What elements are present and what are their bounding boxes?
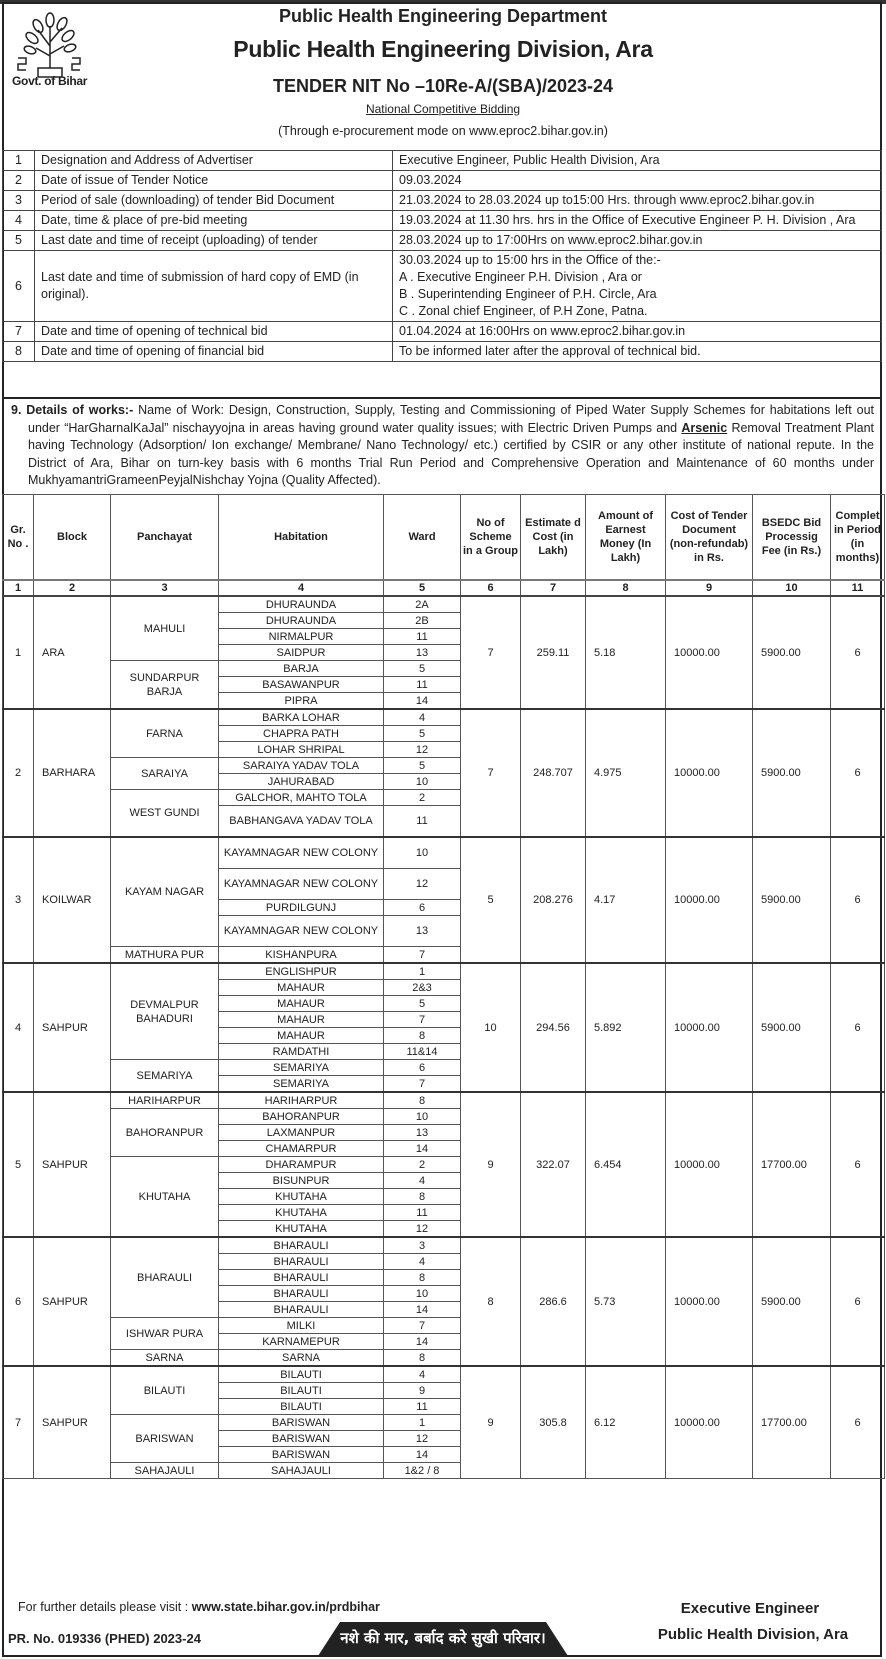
info-value-line: Executive Engineer, Public Health Division, Ara bbox=[399, 153, 660, 167]
habitation-name: KAYAMNAGAR NEW COLONY bbox=[219, 837, 384, 869]
details-keyword: Arsenic bbox=[681, 420, 728, 435]
block-name: KOILWAR bbox=[34, 837, 111, 963]
earnest-money: 6.12 bbox=[586, 1366, 666, 1479]
habitation-name: MAHAUR bbox=[219, 980, 384, 996]
completion-period: 6 bbox=[831, 1092, 885, 1237]
info-row-value bbox=[393, 251, 882, 322]
habitation-name: KHUTAHA bbox=[219, 1205, 384, 1221]
ward-number: 13 bbox=[384, 916, 461, 947]
habitation-name: SARAIYA YADAV TOLA bbox=[219, 758, 384, 774]
column-number: 9 bbox=[666, 580, 753, 596]
panchayat-name: SARAIYA bbox=[111, 758, 219, 790]
habitation-name: MILKI bbox=[219, 1318, 384, 1334]
panchayat-name: BARISWAN bbox=[111, 1415, 219, 1463]
signatory-office: Public Health Division, Ara bbox=[657, 1626, 849, 1643]
info-value-line: 01.04.2024 at 16:00Hrs on www.eproc2.bihar.gov.in bbox=[399, 324, 686, 338]
info-value-line: 28.03.2024 up to 17:00Hrs on www.eproc2.bihar.gov.in bbox=[399, 233, 703, 247]
column-number: 6 bbox=[461, 580, 521, 596]
info-row-label: Date and time of opening of technical bid bbox=[35, 322, 393, 342]
info-row-number: 6 bbox=[3, 251, 35, 322]
estimated-cost: 294.56 bbox=[521, 963, 586, 1092]
table-row bbox=[3, 1237, 885, 1254]
ward-number: 14 bbox=[384, 1141, 461, 1157]
slogan-text: नशे की मार, बर्बाद करे सुखी परिवार। bbox=[340, 1629, 546, 1647]
column-number: 5 bbox=[384, 580, 461, 596]
column-header: Gr. No . bbox=[3, 495, 34, 581]
ward-number: 7 bbox=[384, 947, 461, 964]
column-number: 1 bbox=[3, 580, 34, 596]
habitation-name: DHURAUNDA bbox=[219, 613, 384, 629]
ward-number: 2&3 bbox=[384, 980, 461, 996]
habitation-name: KISHANPURA bbox=[219, 947, 384, 964]
ward-number: 8 bbox=[384, 1028, 461, 1044]
panchayat-name: SUNDARPUR BARJA bbox=[111, 661, 219, 710]
info-value-line: 30.03.2024 up to 15:00 hrs in the Office of the:- bbox=[399, 253, 661, 267]
info-row-value bbox=[393, 191, 882, 211]
pr-number: PR. No. 019336 (PHED) 2023-24 bbox=[8, 1631, 201, 1646]
panchayat-name: SAHAJAULI bbox=[111, 1463, 219, 1479]
details-text-1: Name of Work: Design, Construction, Supply, Testing and Commissioning of Piped Water Supply Schemes for habitations left out under “HarGharnalKaJal” nischayyojna in areas having ground water quality issues; with Electric Driven Pumps and bbox=[28, 403, 874, 435]
info-row-label: Period of sale (downloading) of tender Bid Document bbox=[35, 191, 393, 211]
ward-number: 2A bbox=[384, 596, 461, 613]
tender-document-cost: 10000.00 bbox=[666, 1366, 753, 1479]
habitation-name: BILAUTI bbox=[219, 1366, 384, 1383]
info-value-line: To be informed later after the approval of technical bid. bbox=[399, 344, 701, 358]
tender-info-table bbox=[2, 150, 882, 362]
tender-document-cost: 10000.00 bbox=[666, 963, 753, 1092]
column-header: Complet in Period (in months) bbox=[831, 495, 885, 581]
info-row-value bbox=[393, 171, 882, 191]
visit-url-link[interactable]: www.state.bihar.gov.in/prdbihar bbox=[191, 1600, 380, 1614]
habitation-name: CHAPRA PATH bbox=[219, 726, 384, 742]
group-number: 5 bbox=[3, 1092, 34, 1237]
bidding-type: National Competitive Bidding bbox=[365, 102, 521, 116]
info-row-label: Designation and Address of Advertiser bbox=[35, 151, 393, 171]
habitation-name: SAHAJAULI bbox=[219, 1463, 384, 1479]
habitation-name: SEMARIYA bbox=[219, 1076, 384, 1093]
habitation-name: BARJA bbox=[219, 661, 384, 677]
column-header: Block bbox=[34, 495, 111, 581]
ward-number: 10 bbox=[384, 837, 461, 869]
table-row bbox=[3, 837, 885, 869]
habitation-name: GALCHOR, MAHTO TOLA bbox=[219, 790, 384, 806]
habitation-name: BISUNPUR bbox=[219, 1173, 384, 1189]
habitation-name: MAHAUR bbox=[219, 1028, 384, 1044]
panchayat-name: KAYAM NAGAR bbox=[111, 837, 219, 947]
ward-number: 1 bbox=[384, 1415, 461, 1431]
completion-period: 6 bbox=[831, 709, 885, 837]
info-row bbox=[3, 151, 882, 171]
ward-number: 11 bbox=[384, 1205, 461, 1221]
habitation-name: KHUTAHA bbox=[219, 1189, 384, 1205]
habitation-name: PURDILGUNJ bbox=[219, 900, 384, 916]
panchayat-name: SEMARIYA bbox=[111, 1060, 219, 1093]
info-row-value bbox=[393, 151, 882, 171]
details-heading: 9. Details of works:- bbox=[11, 403, 134, 417]
info-row-value bbox=[393, 231, 882, 251]
column-number: 7 bbox=[521, 580, 586, 596]
earnest-money: 5.892 bbox=[586, 963, 666, 1092]
ward-number: 1 bbox=[384, 963, 461, 980]
info-value-line: B . Superintending Engineer of P.H. Circle, Ara bbox=[399, 287, 657, 301]
details-of-works bbox=[2, 397, 882, 490]
habitation-name: BHARAULI bbox=[219, 1237, 384, 1254]
estimated-cost: 259.11 bbox=[521, 596, 586, 709]
completion-period: 6 bbox=[831, 1366, 885, 1479]
estimated-cost: 286.6 bbox=[521, 1237, 586, 1366]
info-row-value bbox=[393, 342, 882, 362]
ward-number: 2 bbox=[384, 790, 461, 806]
ward-number: 7 bbox=[384, 1318, 461, 1334]
column-header: Cost of Tender Document (non-refundab) in Rs. bbox=[666, 495, 753, 581]
earnest-money: 5.73 bbox=[586, 1237, 666, 1366]
column-number: 10 bbox=[753, 580, 831, 596]
processing-fee: 5900.00 bbox=[753, 837, 831, 963]
group-number: 4 bbox=[3, 963, 34, 1092]
ward-number: 12 bbox=[384, 742, 461, 758]
habitation-name: BILAUTI bbox=[219, 1383, 384, 1399]
column-header: Estimate d Cost (in Lakh) bbox=[521, 495, 586, 581]
processing-fee: 17700.00 bbox=[753, 1366, 831, 1479]
completion-period: 6 bbox=[831, 1237, 885, 1366]
ward-number: 11 bbox=[384, 806, 461, 838]
tender-document-cost: 10000.00 bbox=[666, 1237, 753, 1366]
ward-number: 13 bbox=[384, 1125, 461, 1141]
ward-number: 6 bbox=[384, 900, 461, 916]
scheme-count: 9 bbox=[461, 1366, 521, 1479]
habitation-name: MAHAUR bbox=[219, 1012, 384, 1028]
habitation-name: SARNA bbox=[219, 1350, 384, 1367]
ward-number: 7 bbox=[384, 1012, 461, 1028]
info-row-number: 8 bbox=[3, 342, 35, 362]
habitation-name: RAMDATHI bbox=[219, 1044, 384, 1060]
ward-number: 10 bbox=[384, 774, 461, 790]
info-row-label: Date and time of opening of financial bid bbox=[35, 342, 393, 362]
column-header: Amount of Earnest Money (In Lakh) bbox=[586, 495, 666, 581]
ward-number: 7 bbox=[384, 1076, 461, 1093]
info-value-line: 21.03.2024 to 28.03.2024 up to15:00 Hrs. through www.eproc2.bihar.gov.in bbox=[399, 193, 815, 207]
info-row bbox=[3, 211, 882, 231]
ward-number: 3 bbox=[384, 1237, 461, 1254]
info-row-value bbox=[393, 211, 882, 231]
habitation-name: DHARAMPUR bbox=[219, 1157, 384, 1173]
scheme-count: 10 bbox=[461, 963, 521, 1092]
info-row bbox=[3, 322, 882, 342]
info-row-value bbox=[393, 322, 882, 342]
earnest-money: 5.18 bbox=[586, 596, 666, 709]
table-row bbox=[3, 1092, 885, 1109]
works-table bbox=[2, 494, 885, 1479]
info-row bbox=[3, 191, 882, 211]
panchayat-name: DEVMALPUR BAHADURI bbox=[111, 963, 219, 1060]
ward-number: 6 bbox=[384, 1060, 461, 1076]
block-name: SAHPUR bbox=[34, 1237, 111, 1366]
ward-number: 1&2 / 8 bbox=[384, 1463, 461, 1479]
ward-number: 4 bbox=[384, 1254, 461, 1270]
ward-number: 11 bbox=[384, 1399, 461, 1415]
processing-fee: 5900.00 bbox=[753, 1237, 831, 1366]
ward-number: 8 bbox=[384, 1350, 461, 1367]
habitation-name: BAHORANPUR bbox=[219, 1109, 384, 1125]
habitation-name: LAXMANPUR bbox=[219, 1125, 384, 1141]
ward-number: 4 bbox=[384, 1366, 461, 1383]
table-row bbox=[3, 963, 885, 980]
habitation-name: KARNAMEPUR bbox=[219, 1334, 384, 1350]
tender-number: TENDER NIT No –10Re-A/(SBA)/2023-24 bbox=[272, 76, 614, 96]
habitation-name: ENGLISHPUR bbox=[219, 963, 384, 980]
details-text-2: Removal Treatment Plant having Technology (Adsorption/ Ion exchange/ Membrane/ Nano Technology/ etc.) certified by CSIR or any other institute of national repute. In the District of Ara, Bihar on turn-key basis with 6 months Trial Run Period and Comprehensive Operation and Maintenance of 60 months under MukhyamantriGrameenPeyjalNishchay Yojna (Quality Affected). bbox=[28, 420, 874, 487]
column-header: No of Scheme in a Group bbox=[461, 495, 521, 581]
habitation-name: BARISWAN bbox=[219, 1415, 384, 1431]
ward-number: 11 bbox=[384, 629, 461, 645]
habitation-name: SEMARIYA bbox=[219, 1060, 384, 1076]
scheme-count: 9 bbox=[461, 1092, 521, 1237]
habitation-name: HARIHARPUR bbox=[219, 1092, 384, 1109]
ward-number: 14 bbox=[384, 1302, 461, 1318]
ward-number: 5 bbox=[384, 996, 461, 1012]
habitation-name: BARISWAN bbox=[219, 1431, 384, 1447]
estimated-cost: 248.707 bbox=[521, 709, 586, 837]
estimated-cost: 305.8 bbox=[521, 1366, 586, 1479]
ward-number: 10 bbox=[384, 1286, 461, 1302]
habitation-name: DHURAUNDA bbox=[219, 596, 384, 613]
group-number: 1 bbox=[3, 596, 34, 709]
panchayat-name: FARNA bbox=[111, 709, 219, 758]
ward-number: 5 bbox=[384, 726, 461, 742]
habitation-name: BILAUTI bbox=[219, 1399, 384, 1415]
signatory-title: Executive Engineer bbox=[680, 1600, 820, 1617]
column-number: 4 bbox=[219, 580, 384, 596]
info-row-label: Date, time & place of pre-bid meeting bbox=[35, 211, 393, 231]
logo-caption: Govt. of Bihar bbox=[12, 74, 88, 88]
panchayat-name: KHUTAHA bbox=[111, 1157, 219, 1238]
panchayat-name: BHARAULI bbox=[111, 1237, 219, 1318]
panchayat-name: SARNA bbox=[111, 1350, 219, 1367]
habitation-name: MAHAUR bbox=[219, 996, 384, 1012]
habitation-name: PIPRA bbox=[219, 693, 384, 710]
column-number: 3 bbox=[111, 580, 219, 596]
group-number: 6 bbox=[3, 1237, 34, 1366]
ward-number: 8 bbox=[384, 1189, 461, 1205]
info-row bbox=[3, 342, 882, 362]
earnest-money: 4.975 bbox=[586, 709, 666, 837]
habitation-name: BHARAULI bbox=[219, 1302, 384, 1318]
info-row bbox=[3, 231, 882, 251]
ward-number: 2B bbox=[384, 613, 461, 629]
tender-document-cost: 10000.00 bbox=[666, 596, 753, 709]
group-number: 2 bbox=[3, 709, 34, 837]
earnest-money: 4.17 bbox=[586, 837, 666, 963]
panchayat-name: WEST GUNDI bbox=[111, 790, 219, 838]
table-row bbox=[3, 1366, 885, 1383]
panchayat-name: MATHURA PUR bbox=[111, 947, 219, 964]
habitation-name: SAIDPUR bbox=[219, 645, 384, 661]
ward-number: 11&14 bbox=[384, 1044, 461, 1060]
visit-label: For further details please visit : bbox=[18, 1600, 192, 1614]
habitation-name: LOHAR SHRIPAL bbox=[219, 742, 384, 758]
habitation-name: BABHANGAVA YADAV TOLA bbox=[219, 806, 384, 838]
ward-number: 14 bbox=[384, 1447, 461, 1463]
info-row-number: 5 bbox=[3, 231, 35, 251]
ward-number: 10 bbox=[384, 1109, 461, 1125]
info-row-label: Last date and time of receipt (uploading) of tender bbox=[35, 231, 393, 251]
habitation-name: BARKA LOHAR bbox=[219, 709, 384, 726]
block-name: SAHPUR bbox=[34, 963, 111, 1092]
ward-number: 8 bbox=[384, 1270, 461, 1286]
processing-fee: 5900.00 bbox=[753, 963, 831, 1092]
group-number: 7 bbox=[3, 1366, 34, 1479]
habitation-name: BHARAULI bbox=[219, 1286, 384, 1302]
block-name: ARA bbox=[34, 596, 111, 709]
tender-document-cost: 10000.00 bbox=[666, 1092, 753, 1237]
habitation-name: NIRMALPUR bbox=[219, 629, 384, 645]
habitation-name: BARISWAN bbox=[219, 1447, 384, 1463]
ward-number: 12 bbox=[384, 869, 461, 900]
panchayat-name: HARIHARPUR bbox=[111, 1092, 219, 1109]
info-value-line: 19.03.2024 at 11.30 hrs. hrs in the Office of Executive Engineer P. H. Division , Ara bbox=[399, 213, 856, 227]
habitation-name: BHARAULI bbox=[219, 1254, 384, 1270]
department-title: Public Health Engineering Department bbox=[278, 6, 608, 26]
info-row bbox=[3, 171, 882, 191]
ward-number: 5 bbox=[384, 758, 461, 774]
processing-fee: 5900.00 bbox=[753, 596, 831, 709]
earnest-money: 6.454 bbox=[586, 1092, 666, 1237]
column-header: Habitation bbox=[219, 495, 384, 581]
scheme-count: 5 bbox=[461, 837, 521, 963]
scheme-count: 7 bbox=[461, 709, 521, 837]
tender-document-cost: 10000.00 bbox=[666, 837, 753, 963]
estimated-cost: 322.07 bbox=[521, 1092, 586, 1237]
tender-document-cost: 10000.00 bbox=[666, 709, 753, 837]
info-row-number: 1 bbox=[3, 151, 35, 171]
group-number: 3 bbox=[3, 837, 34, 963]
habitation-name: KAYAMNAGAR NEW COLONY bbox=[219, 916, 384, 947]
habitation-name: KHUTAHA bbox=[219, 1221, 384, 1238]
column-header: BSEDC Bid Processig Fee (in Rs.) bbox=[753, 495, 831, 581]
further-details bbox=[18, 1600, 380, 1614]
completion-period: 6 bbox=[831, 837, 885, 963]
column-header: Ward bbox=[384, 495, 461, 581]
table-row bbox=[3, 709, 885, 726]
info-row-number: 2 bbox=[3, 171, 35, 191]
habitation-name: BHARAULI bbox=[219, 1270, 384, 1286]
info-row-label: Date of issue of Tender Notice bbox=[35, 171, 393, 191]
completion-period: 6 bbox=[831, 596, 885, 709]
scheme-count: 7 bbox=[461, 596, 521, 709]
scheme-count: 8 bbox=[461, 1237, 521, 1366]
block-name: BARHARA bbox=[34, 709, 111, 837]
ward-number: 14 bbox=[384, 1334, 461, 1350]
completion-period: 6 bbox=[831, 963, 885, 1092]
panchayat-name: ISHWAR PURA bbox=[111, 1318, 219, 1350]
info-row-number: 3 bbox=[3, 191, 35, 211]
habitation-name: KAYAMNAGAR NEW COLONY bbox=[219, 869, 384, 900]
info-value-line: C . Zonal chief Engineer, of P.H Zone, Patna. bbox=[399, 304, 648, 318]
estimated-cost: 208.276 bbox=[521, 837, 586, 963]
info-row-number: 4 bbox=[3, 211, 35, 231]
ward-number: 4 bbox=[384, 1173, 461, 1189]
ward-number: 11 bbox=[384, 677, 461, 693]
table-row bbox=[3, 596, 885, 613]
block-name: SAHPUR bbox=[34, 1366, 111, 1479]
panchayat-name: BAHORANPUR bbox=[111, 1109, 219, 1157]
ward-number: 2 bbox=[384, 1157, 461, 1173]
panchayat-name: BILAUTI bbox=[111, 1366, 219, 1415]
ward-number: 12 bbox=[384, 1431, 461, 1447]
info-value-line: 09.03.2024 bbox=[399, 173, 462, 187]
division-title: Public Health Engineering Division, Ara bbox=[233, 36, 653, 62]
info-value-line: A . Executive Engineer P.H. Division , Ara or bbox=[399, 270, 642, 284]
habitation-name: CHAMARPUR bbox=[219, 1141, 384, 1157]
ward-number: 8 bbox=[384, 1092, 461, 1109]
procurement-note: (Through e-procurement mode on www.eproc2.bihar.gov.in) bbox=[278, 124, 608, 138]
ward-number: 4 bbox=[384, 709, 461, 726]
column-number: 11 bbox=[831, 580, 885, 596]
info-row-number: 7 bbox=[3, 322, 35, 342]
ward-number: 5 bbox=[384, 661, 461, 677]
habitation-name: BASAWANPUR bbox=[219, 677, 384, 693]
ward-number: 9 bbox=[384, 1383, 461, 1399]
ward-number: 13 bbox=[384, 645, 461, 661]
column-number: 8 bbox=[586, 580, 666, 596]
column-header: Panchayat bbox=[111, 495, 219, 581]
info-row-label: Last date and time of submission of hard copy of EMD (in original). bbox=[35, 251, 393, 322]
info-row bbox=[3, 251, 882, 322]
processing-fee: 17700.00 bbox=[753, 1092, 831, 1237]
block-name: SAHPUR bbox=[34, 1092, 111, 1237]
habitation-name: JAHURABAD bbox=[219, 774, 384, 790]
column-number: 2 bbox=[34, 580, 111, 596]
ward-number: 14 bbox=[384, 693, 461, 710]
processing-fee: 5900.00 bbox=[753, 709, 831, 837]
ward-number: 12 bbox=[384, 1221, 461, 1238]
panchayat-name: MAHULI bbox=[111, 596, 219, 661]
